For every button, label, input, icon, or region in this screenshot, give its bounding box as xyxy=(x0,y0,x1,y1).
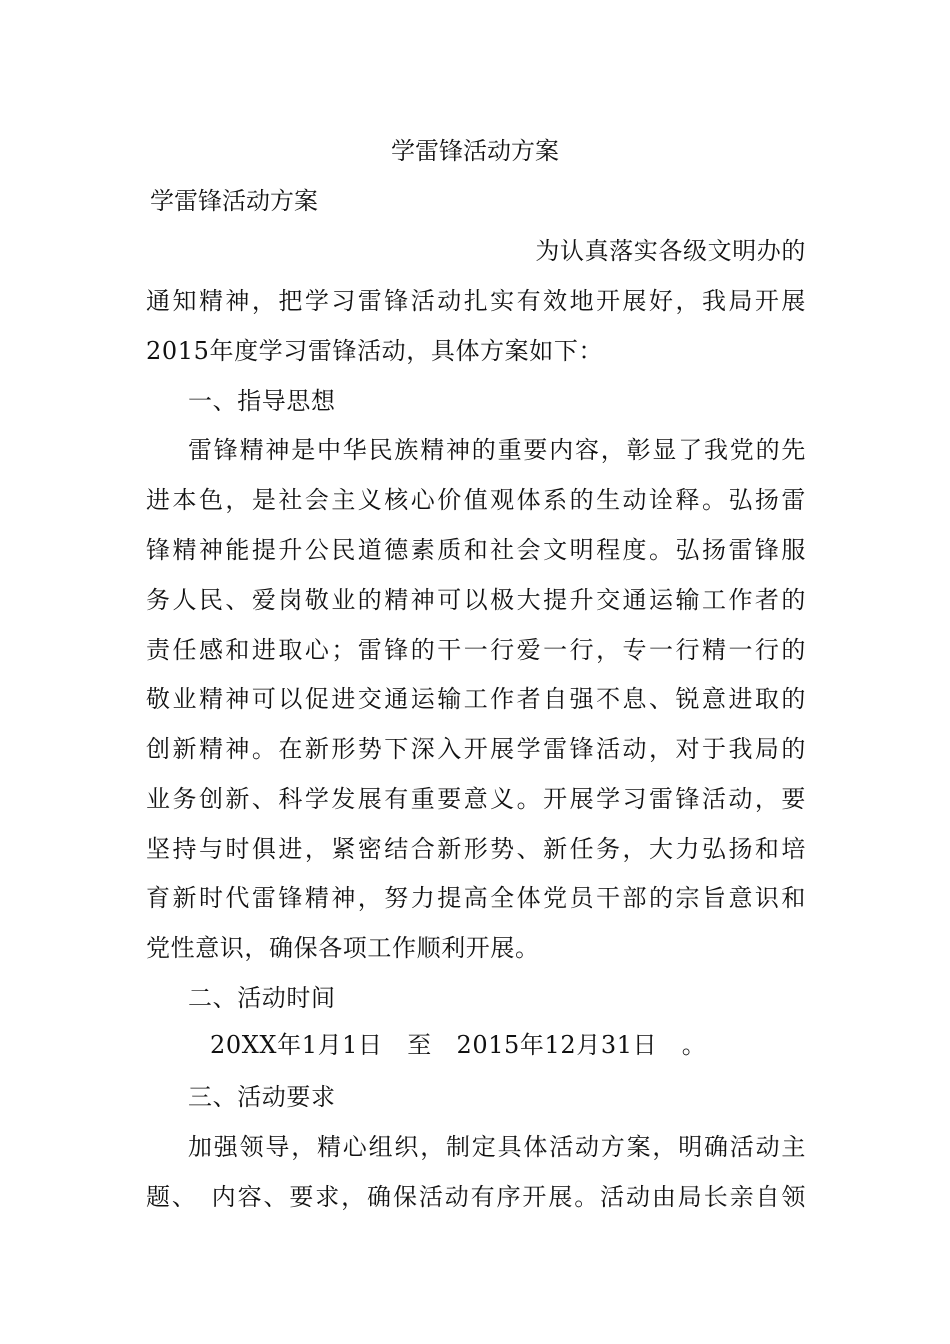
paragraph-line: 加强领导，精心组织，制定具体活动方案，明确活动主 xyxy=(188,1133,806,1161)
paragraph-line: 进本色，是社会主义核心价值观体系的生动诠释。弘扬雷 xyxy=(146,486,806,514)
paragraph-line: 坚持与时俱进，紧密结合新形势、新任务，大力弘扬和培 xyxy=(146,835,806,863)
intro-line: 为认真落实各级文明办的 xyxy=(535,237,806,265)
paragraph-line: 雷锋精神是中华民族精神的重要内容，彰显了我党的先 xyxy=(188,436,806,464)
paragraph-line: 育新时代雷锋精神，努力提高全体党员干部的宗旨意识和 xyxy=(146,884,806,912)
paragraph-line: 责任感和进取心；雷锋的干一行爱一行，专一行精一行的 xyxy=(146,636,806,664)
section-heading-guiding-ideology: 一、指导思想 xyxy=(188,387,336,415)
activity-date-range: 20XX年1月1日 至 2015年12月31日 。 xyxy=(210,1031,707,1059)
intro-line: 2015年度学习雷锋活动，具体方案如下： xyxy=(146,337,604,365)
paragraph-line: 题、 内容、要求，确保活动有序开展。活动由局长亲自领 xyxy=(146,1183,806,1211)
paragraph-line: 敬业精神可以促进交通运输工作者自强不息、锐意进取的 xyxy=(146,685,806,713)
document-subtitle: 学雷锋活动方案 xyxy=(150,187,318,215)
section-heading-activity-time: 二、活动时间 xyxy=(188,984,336,1012)
document-title: 学雷锋活动方案 xyxy=(391,137,559,165)
paragraph-line: 务人民、爱岗敬业的精神可以极大提升交通运输工作者的 xyxy=(146,586,806,614)
paragraph-line: 创新精神。在新形势下深入开展学雷锋活动，对于我局的 xyxy=(146,735,806,763)
paragraph-line: 锋精神能提升公民道德素质和社会文明程度。弘扬雷锋服 xyxy=(146,536,806,564)
intro-line: 通知精神，把学习雷锋活动扎实有效地开展好，我局开展 xyxy=(146,287,806,315)
paragraph-line: 党性意识，确保各项工作顺利开展。 xyxy=(146,934,540,962)
section-heading-activity-requirements: 三、活动要求 xyxy=(188,1083,336,1111)
paragraph-line: 业务创新、科学发展有重要意义。开展学习雷锋活动，要 xyxy=(146,785,806,813)
